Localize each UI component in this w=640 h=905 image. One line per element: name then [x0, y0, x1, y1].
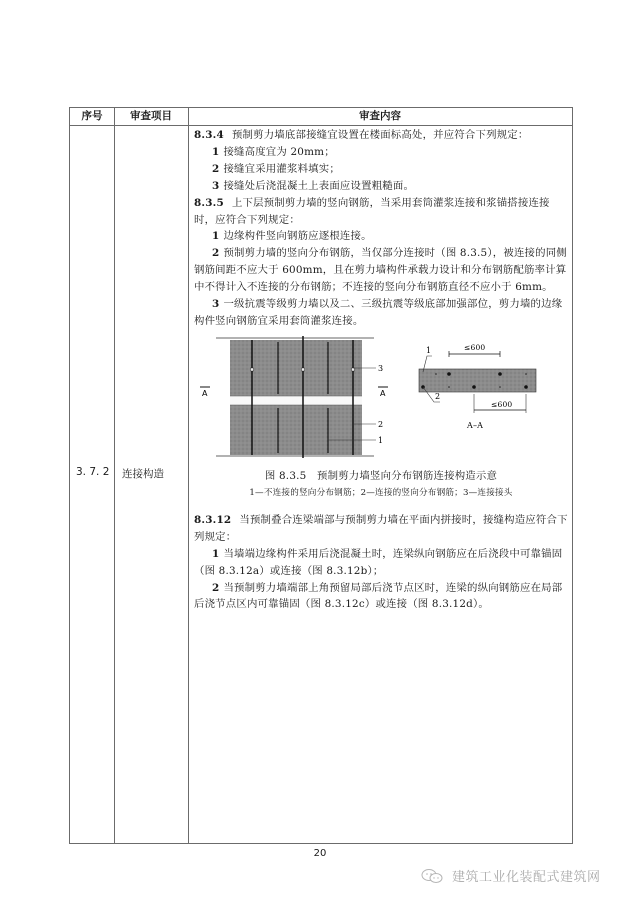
svg-text:≤600: ≤600: [491, 399, 513, 409]
clause-item: [194, 144, 568, 161]
item-text: 一级抗震等级剪力墙以及二、三级抗震等级底部加强部位，剪力墙的边缘构件竖向钢筋宜采用套筒灌浆连接。: [194, 298, 563, 327]
clause-number: 8.3.4: [194, 129, 224, 141]
item-text: 当墙端边缘构件采用后浇混凝土时，连梁纵向钢筋应在后浇段中可靠锚固（图 8.3.12a）或连接（图 8.3.12b）；: [194, 547, 563, 577]
svg-text:A: A: [380, 388, 386, 398]
svg-text:1: 1: [426, 345, 432, 355]
watermark: [420, 866, 601, 885]
item-number: 2: [212, 247, 220, 260]
item-number: 1: [212, 230, 220, 243]
item-text: 边缘构件竖向钢筋应逐根连接。: [223, 230, 372, 243]
elevation-drawing: [200, 336, 388, 458]
row-seq: 3. 7. 2: [76, 466, 110, 478]
page-number: 20: [313, 848, 327, 859]
review-content: [194, 127, 568, 613]
header-review-item: 审查项目: [130, 110, 172, 122]
column-divider: [114, 108, 115, 843]
item-number: 2: [212, 162, 220, 175]
clause-8-3-4: [194, 127, 568, 144]
item-number: 1: [212, 547, 220, 560]
item-number: 3: [212, 179, 220, 192]
item-number: 2: [212, 581, 220, 594]
wechat-icon: [420, 868, 446, 884]
item-number: 1: [212, 145, 220, 158]
clause-text: 当预制叠合连梁端部与预制剪力墙在平面内拼接时，接缝构造应符合下列规定：: [194, 513, 568, 543]
figure-8-3-5: [194, 332, 568, 504]
column-divider: [188, 108, 189, 843]
svg-text:2: 2: [378, 419, 384, 429]
clause-text: 上下层预制剪力墙的竖向钢筋，当采用套筒灌浆连接和浆锚搭接连接时，应符合下列规定：: [194, 196, 550, 226]
clause-number: 8.3.5: [194, 196, 224, 209]
header-review-content: 审查内容: [359, 110, 401, 122]
svg-text:1: 1: [378, 435, 384, 445]
svg-text:2: 2: [435, 391, 441, 401]
item-text: 接缝宜采用灌浆料填实；: [223, 162, 340, 175]
clause-item: [194, 228, 568, 245]
header-seq: 序号: [81, 110, 103, 122]
svg-text:A: A: [202, 388, 208, 398]
clause-8-3-12: [194, 512, 568, 546]
svg-text:≤600: ≤600: [464, 342, 486, 352]
clause-item: [194, 161, 568, 178]
clause-item: [194, 580, 568, 614]
svg-text:A–A: A–A: [467, 420, 484, 430]
clause-text: 预制剪力墙底部接缝宜设置在楼面标高处，并应符合下列规定：: [231, 129, 529, 141]
item-number: 3: [212, 298, 220, 311]
figure-legend: 1—不连接的竖向分布钢筋；2—连接的竖向分布钢筋；3—连接接头: [249, 487, 513, 498]
figure-drawings: [194, 332, 568, 466]
clause-item: [194, 178, 568, 195]
clause-item: [194, 546, 568, 580]
clause-number: 8.3.12: [194, 513, 232, 526]
item-text: 预制剪力墙的竖向分布钢筋，当仅部分连接时（图 8.3.5），被连接的同侧钢筋间距不应大于 600mm，且在剪力墙构件承载力设计和分布钢筋配筋率计算中不得计入不连接的分布钢筋；不连接的竖向分布钢筋直径不应小于 6mm。: [194, 247, 567, 294]
item-text: 当预制剪力墙端部上角预留局部后浇节点区时，连梁的纵向钢筋应在局部后浇节点区内可靠锚固（图 8.3.12c）或连接（图 8.3.12d）。: [194, 581, 563, 611]
figure-caption: 图 8.3.5 预制剪力墙竖向分布钢筋连接构造示意: [264, 469, 498, 482]
svg-text:3: 3: [378, 363, 384, 373]
item-text: 接缝高度宜为 20mm；: [223, 145, 335, 158]
row-review-item: 连接构造: [122, 468, 164, 480]
review-table: [69, 107, 573, 844]
clause-item: [194, 296, 568, 330]
item-text: 接缝处后浇混凝土上表面应设置粗糙面。: [223, 179, 415, 192]
clause-8-3-5: [194, 195, 568, 229]
header-divider: [70, 125, 572, 126]
section-drawing: [419, 343, 536, 430]
watermark-text: 建筑工业化装配式建筑网: [452, 870, 601, 885]
clause-item: [194, 245, 568, 296]
